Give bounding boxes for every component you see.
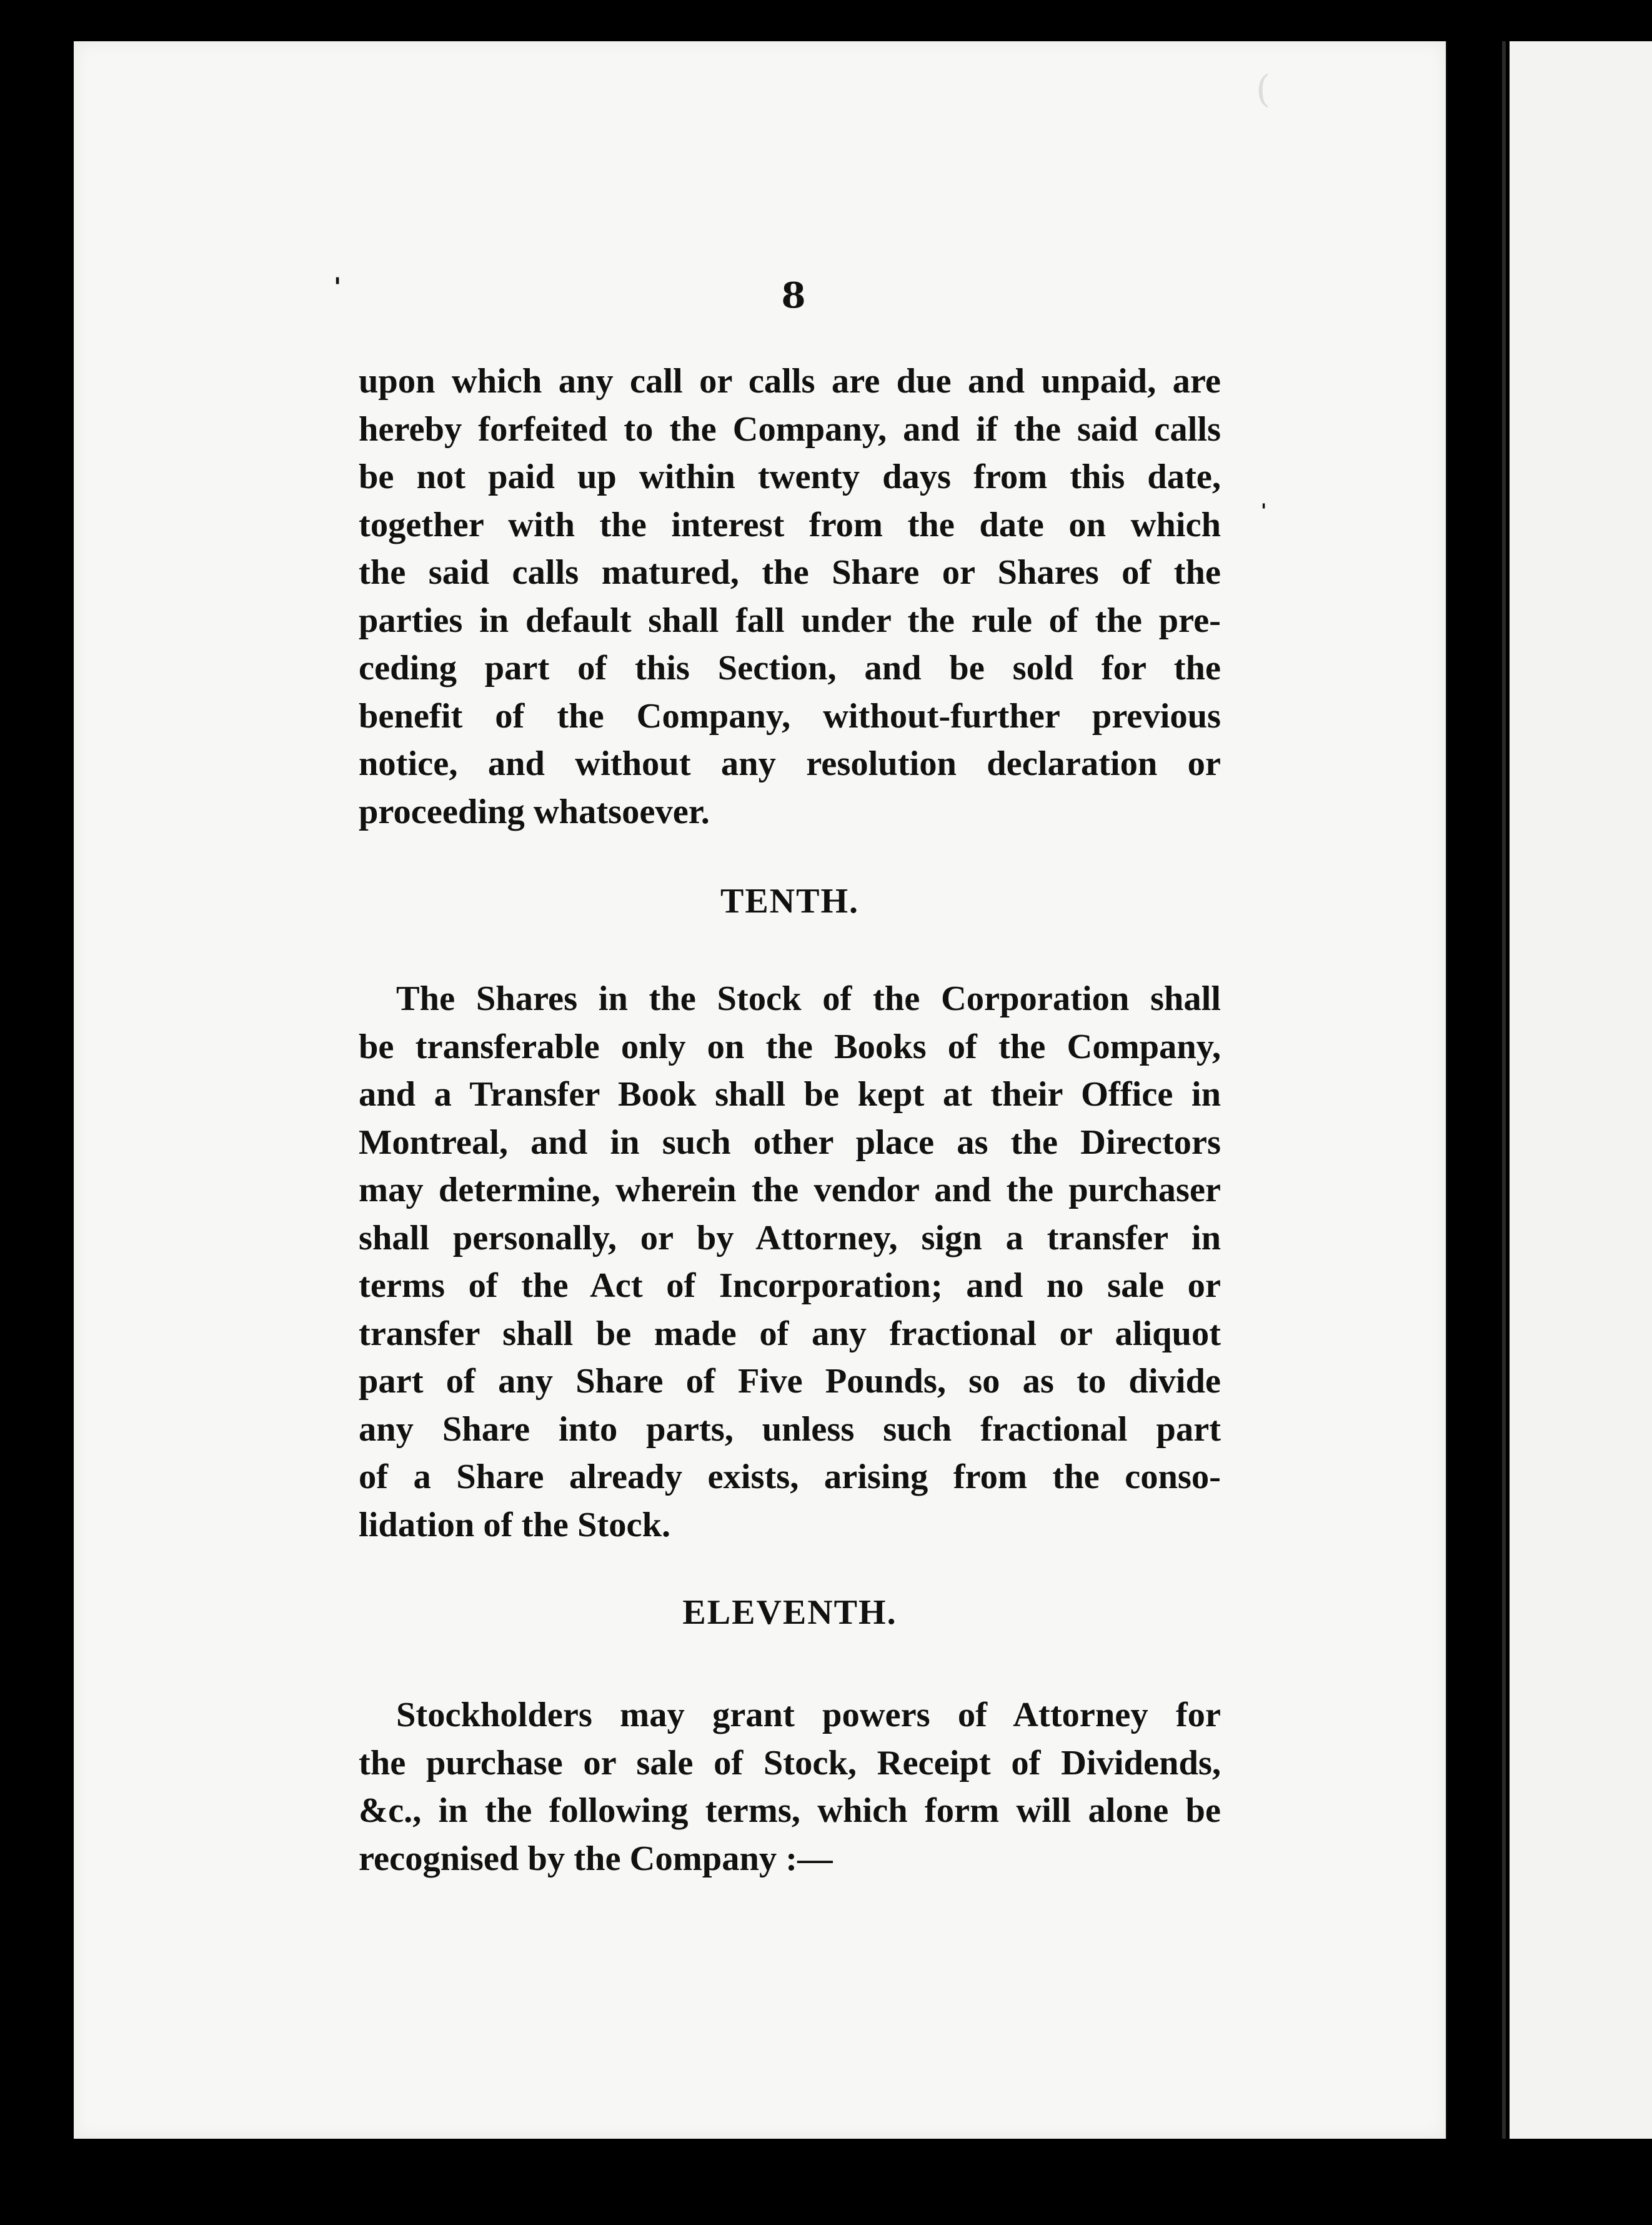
- text-line: Stockholders may grant powers of Attorney for: [396, 1696, 1221, 1734]
- stray-mark: ': [1261, 500, 1267, 522]
- text-line: any Share into parts, unless such fractional part: [359, 1409, 1221, 1449]
- text-line: The Shares in the Stock of the Corporation shall: [396, 979, 1221, 1018]
- paragraph-eleventh: [359, 1691, 1221, 1882]
- binding-gutter: [1502, 41, 1506, 2139]
- text-line: parties in default shall fall under the rule of the pre-: [359, 601, 1221, 640]
- text-line: together with the interest from the date on which: [359, 505, 1221, 544]
- text-line: proceeding whatsoever.: [359, 792, 710, 831]
- text-line: benefit of the Company, without-further previous: [359, 696, 1221, 736]
- text-line: of a Share already exists, arising from the conso-: [359, 1458, 1221, 1496]
- text-line: Montreal, and in such other place as the Directors: [359, 1122, 1221, 1162]
- text-line: hereby forfeited to the Company, and if the said calls: [359, 409, 1221, 449]
- text-line: shall personally, or by Attorney, sign a transfer in: [359, 1218, 1221, 1258]
- page-edge: [1446, 41, 1447, 2139]
- text-line: the purchase or sale of Stock, Receipt of Dividends,: [359, 1743, 1221, 1782]
- text-line: and a Transfer Book shall be kept at their Office in: [359, 1075, 1221, 1114]
- stray-mark: (: [1256, 68, 1271, 111]
- text-line: recognised by the Company :—: [359, 1839, 833, 1878]
- paragraph-continued: [359, 358, 1221, 836]
- paragraph-tenth: [359, 975, 1221, 1549]
- text-line: be transferable only on the Books of the Company,: [359, 1027, 1221, 1066]
- text-line: terms of the Act of Incorporation; and no sale or: [359, 1266, 1221, 1305]
- text-line: the said calls matured, the Share or Shares of the: [359, 553, 1221, 592]
- text-line: may determine, wherein the vendor and the purchaser: [359, 1171, 1221, 1209]
- section-heading-tenth: TENTH.: [720, 882, 860, 921]
- text-line: &c., in the following terms, which form will alone be: [359, 1791, 1221, 1830]
- section-heading-eleventh: ELEVENTH.: [682, 1593, 897, 1632]
- page-number: 8: [781, 275, 806, 316]
- text-line: lidation of the Stock.: [359, 1505, 671, 1544]
- text-line: be not paid up within twenty days from this date,: [359, 458, 1221, 496]
- text-line: notice, and without any resolution declaration or: [359, 744, 1221, 783]
- text-line: transfer shall be made of any fractional or aliquot: [359, 1314, 1221, 1353]
- adjacent-page-edge: [1510, 41, 1652, 2139]
- text-line: upon which any call or calls are due and unpaid, are: [359, 362, 1221, 401]
- text-line: part of any Share of Five Pounds, so as to divide: [359, 1362, 1221, 1401]
- stray-mark: ': [334, 272, 342, 302]
- text-line: ceding part of this Section, and be sold for the: [359, 649, 1221, 688]
